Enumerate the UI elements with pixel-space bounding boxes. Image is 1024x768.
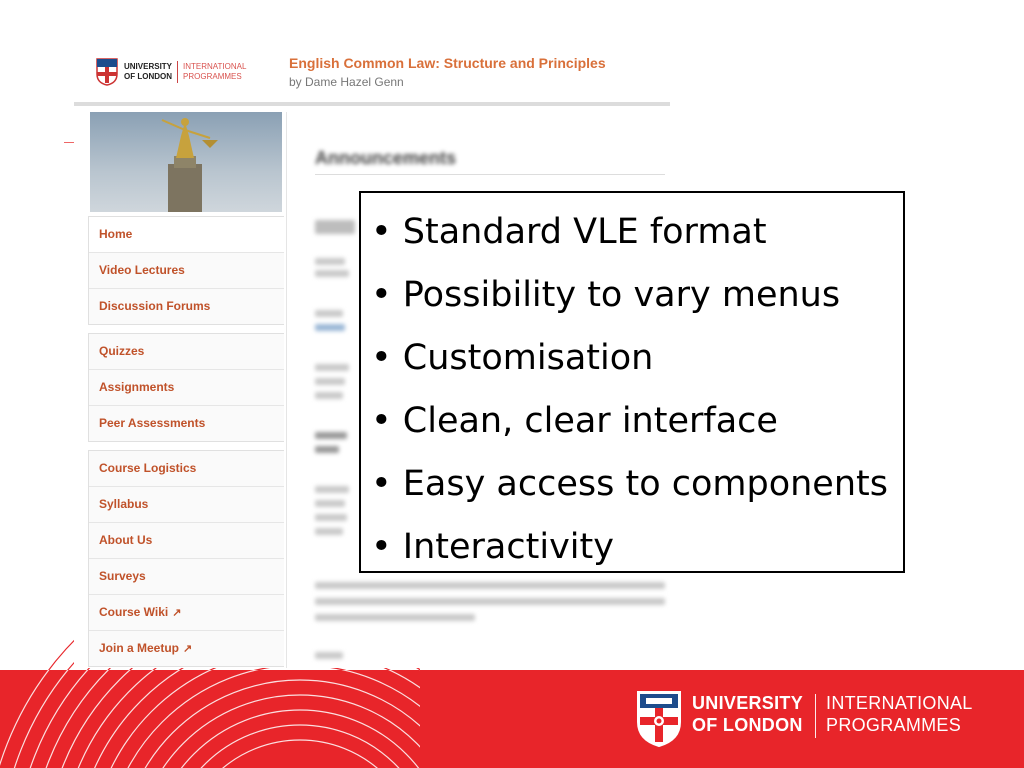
vle-logo-line2: OF LONDON: [124, 72, 172, 81]
feature-item: • Clean, clear interface: [371, 390, 903, 453]
feature-item: • Standard VLE format: [371, 201, 903, 264]
nav-about-us[interactable]: About Us: [89, 523, 284, 559]
feature-item: • Possibility to vary menus: [371, 264, 903, 327]
feature-item: • Interactivity: [371, 516, 903, 579]
nav-course-wiki-label: Course Wiki: [99, 605, 169, 619]
vle-logo-line1: UNIVERSITY: [124, 62, 173, 71]
external-link-icon: ↗: [183, 643, 193, 655]
nav-join-a-meetup-label: Join a Meetup: [99, 641, 180, 655]
vle-logo-divider: [177, 61, 178, 83]
nav-course-wiki[interactable]: [89, 595, 284, 631]
footer-logo-line1: UNIVERSITY: [692, 693, 804, 713]
course-author: by Dame Hazel Genn: [289, 75, 404, 89]
nav-discussion-forums[interactable]: Discussion Forums: [99, 299, 211, 313]
heading-rule: [315, 174, 665, 175]
feature-list: [371, 201, 903, 579]
course-nav-sidebar: [88, 216, 284, 668]
feature-bullet-box: [359, 191, 905, 573]
course-banner-image: [90, 112, 282, 212]
nav-peer-assessments[interactable]: Peer Assessments: [99, 416, 206, 430]
menu-group-2: [88, 333, 284, 442]
footer-logo-divider: [815, 694, 816, 738]
feature-item: • Customisation: [371, 327, 903, 390]
nav-video-lectures[interactable]: Video Lectures: [89, 253, 284, 289]
external-link-icon: ↗: [172, 607, 182, 619]
university-shield-icon: [636, 690, 682, 748]
nav-syllabus[interactable]: Syllabus: [89, 487, 284, 523]
nav-join-a-meetup[interactable]: [89, 631, 284, 666]
shield-icon: [96, 58, 118, 86]
footer-logo-line3: INTERNATIONAL: [826, 693, 973, 713]
vle-header: [74, 44, 670, 106]
nav-course-logistics[interactable]: Course Logistics: [89, 451, 284, 487]
footer-logo-line4: PROGRAMMES: [826, 715, 962, 735]
footer-decorative-arcs: [0, 670, 420, 768]
footer-logo-line2: OF LONDON: [692, 715, 803, 735]
menu-group-1: [88, 216, 284, 325]
university-of-london-logo: [636, 690, 973, 750]
vle-logo-line3: INTERNATIONAL: [183, 62, 247, 71]
menu-group-3: [88, 450, 284, 667]
vle-logo-line4: PROGRAMMES: [183, 72, 242, 81]
lady-justice-statue-image: [90, 112, 282, 212]
feature-item: • Easy access to components: [371, 453, 903, 516]
course-title: English Common Law: Structure and Principles: [289, 55, 606, 71]
nav-home[interactable]: Home: [89, 217, 284, 253]
announcements-heading: Announcements: [315, 148, 457, 168]
nav-quizzes[interactable]: Quizzes: [89, 334, 284, 370]
nav-assignments[interactable]: Assignments: [89, 370, 284, 406]
vle-university-logo: [96, 58, 246, 86]
nav-surveys[interactable]: Surveys: [89, 559, 284, 595]
